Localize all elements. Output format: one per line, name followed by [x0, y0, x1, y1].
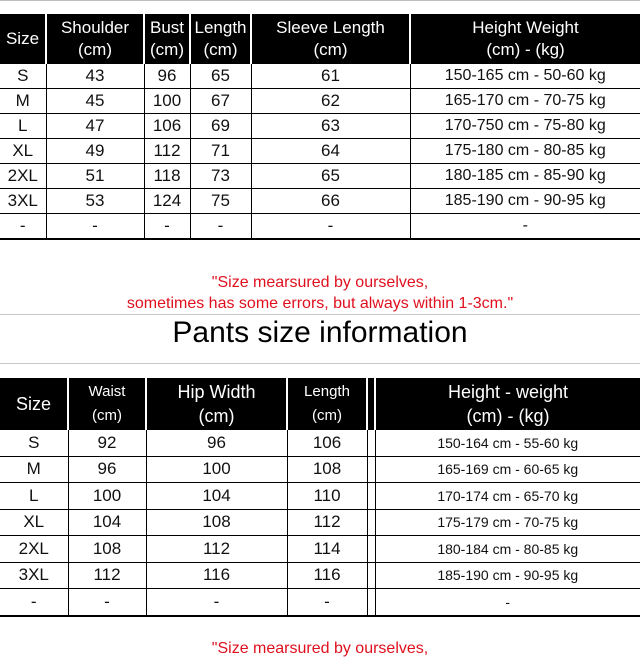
cell-height-weight: 175-179 cm - 70-75 kg	[375, 509, 640, 536]
cell-bust: 100	[144, 89, 190, 114]
cell-bust: -	[144, 214, 190, 240]
size-note-line-2: sometimes has some errors, but always within 1-3cm."	[126, 295, 514, 312]
cell-sleeve-length: 61	[251, 64, 410, 89]
cell-shoulder: -	[46, 214, 144, 240]
cell-height-weight: -	[410, 214, 640, 240]
cell-length: 112	[287, 509, 367, 536]
cell-hip-width: 112	[146, 536, 287, 563]
cell-waist: 100	[68, 483, 146, 510]
cell-waist: 108	[68, 536, 146, 563]
section-divider	[0, 363, 640, 364]
header-height-weight: Height - weight (cm) - (kg)	[375, 378, 640, 430]
cell-shoulder: 51	[46, 164, 144, 189]
cell-height-weight: 165-169 cm - 60-65 kg	[375, 456, 640, 483]
cell-length: 67	[190, 89, 251, 114]
table-row	[0, 89, 640, 114]
cell-sleeve-length: 66	[251, 189, 410, 214]
cell-size: L	[0, 483, 68, 510]
table-row	[0, 536, 640, 563]
cell-size: -	[0, 589, 68, 616]
table-row	[0, 214, 640, 240]
cell-spacer	[367, 562, 375, 589]
table-row	[0, 589, 640, 616]
cell-shoulder: 45	[46, 89, 144, 114]
cell-size: XL	[0, 139, 46, 164]
cell-bust: 124	[144, 189, 190, 214]
cell-bust: 118	[144, 164, 190, 189]
cell-height-weight: -	[375, 589, 640, 616]
header-shoulder: Shoulder (cm)	[46, 14, 144, 64]
cell-shoulder: 43	[46, 64, 144, 89]
cell-hip-width: 116	[146, 562, 287, 589]
cell-waist: 96	[68, 456, 146, 483]
table-row	[0, 189, 640, 214]
cell-sleeve-length: 62	[251, 89, 410, 114]
cell-height-weight: 180-185 cm - 85-90 kg	[410, 164, 640, 189]
pants-section-title: Pants size information	[172, 316, 468, 349]
cell-hip-width: 96	[146, 430, 287, 456]
cell-length: 106	[287, 430, 367, 456]
header-length: Length (cm)	[287, 378, 367, 430]
cell-spacer	[367, 456, 375, 483]
cell-height-weight: 150-164 cm - 55-60 kg	[375, 430, 640, 456]
cell-bust: 106	[144, 114, 190, 139]
pants-size-table	[0, 378, 640, 617]
cell-spacer	[367, 536, 375, 563]
cell-size: M	[0, 456, 68, 483]
cell-spacer	[367, 430, 375, 456]
table-row	[0, 430, 640, 456]
cell-height-weight: 175-180 cm - 80-85 kg	[410, 139, 640, 164]
top-border	[0, 0, 640, 1]
cell-length: 73	[190, 164, 251, 189]
cell-hip-width: 104	[146, 483, 287, 510]
cell-shoulder: 49	[46, 139, 144, 164]
cell-height-weight: 170-174 cm - 65-70 kg	[375, 483, 640, 510]
table-row	[0, 64, 640, 89]
cell-sleeve-length: -	[251, 214, 410, 240]
header-waist: Waist (cm)	[68, 378, 146, 430]
header-length: Length (cm)	[190, 14, 251, 64]
cell-spacer	[367, 509, 375, 536]
header-size: Size	[0, 378, 68, 430]
cell-waist: 92	[68, 430, 146, 456]
table-row	[0, 164, 640, 189]
header-bust: Bust (cm)	[144, 14, 190, 64]
header-size: Size	[0, 14, 46, 64]
cell-sleeve-length: 63	[251, 114, 410, 139]
table-row	[0, 114, 640, 139]
cell-length: -	[190, 214, 251, 240]
top-size-table	[0, 14, 640, 240]
cell-height-weight: 165-170 cm - 70-75 kg	[410, 89, 640, 114]
cell-size: XL	[0, 509, 68, 536]
table-row	[0, 509, 640, 536]
cell-length: 75	[190, 189, 251, 214]
header-sleeve-length: Sleeve Length (cm)	[251, 14, 410, 64]
cell-shoulder: 47	[46, 114, 144, 139]
cell-length: -	[287, 589, 367, 616]
cell-height-weight: 150-165 cm - 50-60 kg	[410, 64, 640, 89]
header-hip-width: Hip Width (cm)	[146, 378, 287, 430]
cell-size: 2XL	[0, 164, 46, 189]
cell-height-weight: 170-750 cm - 75-80 kg	[410, 114, 640, 139]
cell-size: L	[0, 114, 46, 139]
cell-length: 110	[287, 483, 367, 510]
pants-size-note-line-1: "Size mearsured by ourselves,	[211, 640, 429, 657]
cell-size: -	[0, 214, 46, 240]
cell-hip-width: 108	[146, 509, 287, 536]
cell-sleeve-length: 65	[251, 164, 410, 189]
cell-spacer	[367, 483, 375, 510]
cell-size: S	[0, 430, 68, 456]
cell-spacer	[367, 589, 375, 616]
cell-bust: 96	[144, 64, 190, 89]
cell-length: 114	[287, 536, 367, 563]
size-note-line-1: "Size mearsured by ourselves,	[211, 274, 429, 291]
pants-size-note	[0, 638, 640, 659]
header-height-weight: Height Weight (cm) - (kg)	[410, 14, 640, 64]
cell-size: S	[0, 64, 46, 89]
cell-size: 3XL	[0, 562, 68, 589]
cell-length: 108	[287, 456, 367, 483]
table-row	[0, 562, 640, 589]
cell-height-weight: 180-184 cm - 80-85 kg	[375, 536, 640, 563]
cell-height-weight: 185-190 cm - 90-95 kg	[410, 189, 640, 214]
table-row	[0, 483, 640, 510]
cell-sleeve-length: 64	[251, 139, 410, 164]
header-row	[0, 14, 640, 64]
cell-height-weight: 185-190 cm - 90-95 kg	[375, 562, 640, 589]
size-note	[0, 272, 640, 314]
cell-size: 3XL	[0, 189, 46, 214]
cell-shoulder: 53	[46, 189, 144, 214]
table-row	[0, 139, 640, 164]
cell-length: 65	[190, 64, 251, 89]
cell-waist: 104	[68, 509, 146, 536]
cell-size: M	[0, 89, 46, 114]
cell-waist: 112	[68, 562, 146, 589]
cell-length: 69	[190, 114, 251, 139]
table-row	[0, 456, 640, 483]
header-spacer	[367, 378, 375, 430]
header-row	[0, 378, 640, 430]
cell-size: 2XL	[0, 536, 68, 563]
cell-length: 71	[190, 139, 251, 164]
cell-waist: -	[68, 589, 146, 616]
cell-hip-width: 100	[146, 456, 287, 483]
cell-bust: 112	[144, 139, 190, 164]
cell-hip-width: -	[146, 589, 287, 616]
cell-length: 116	[287, 562, 367, 589]
